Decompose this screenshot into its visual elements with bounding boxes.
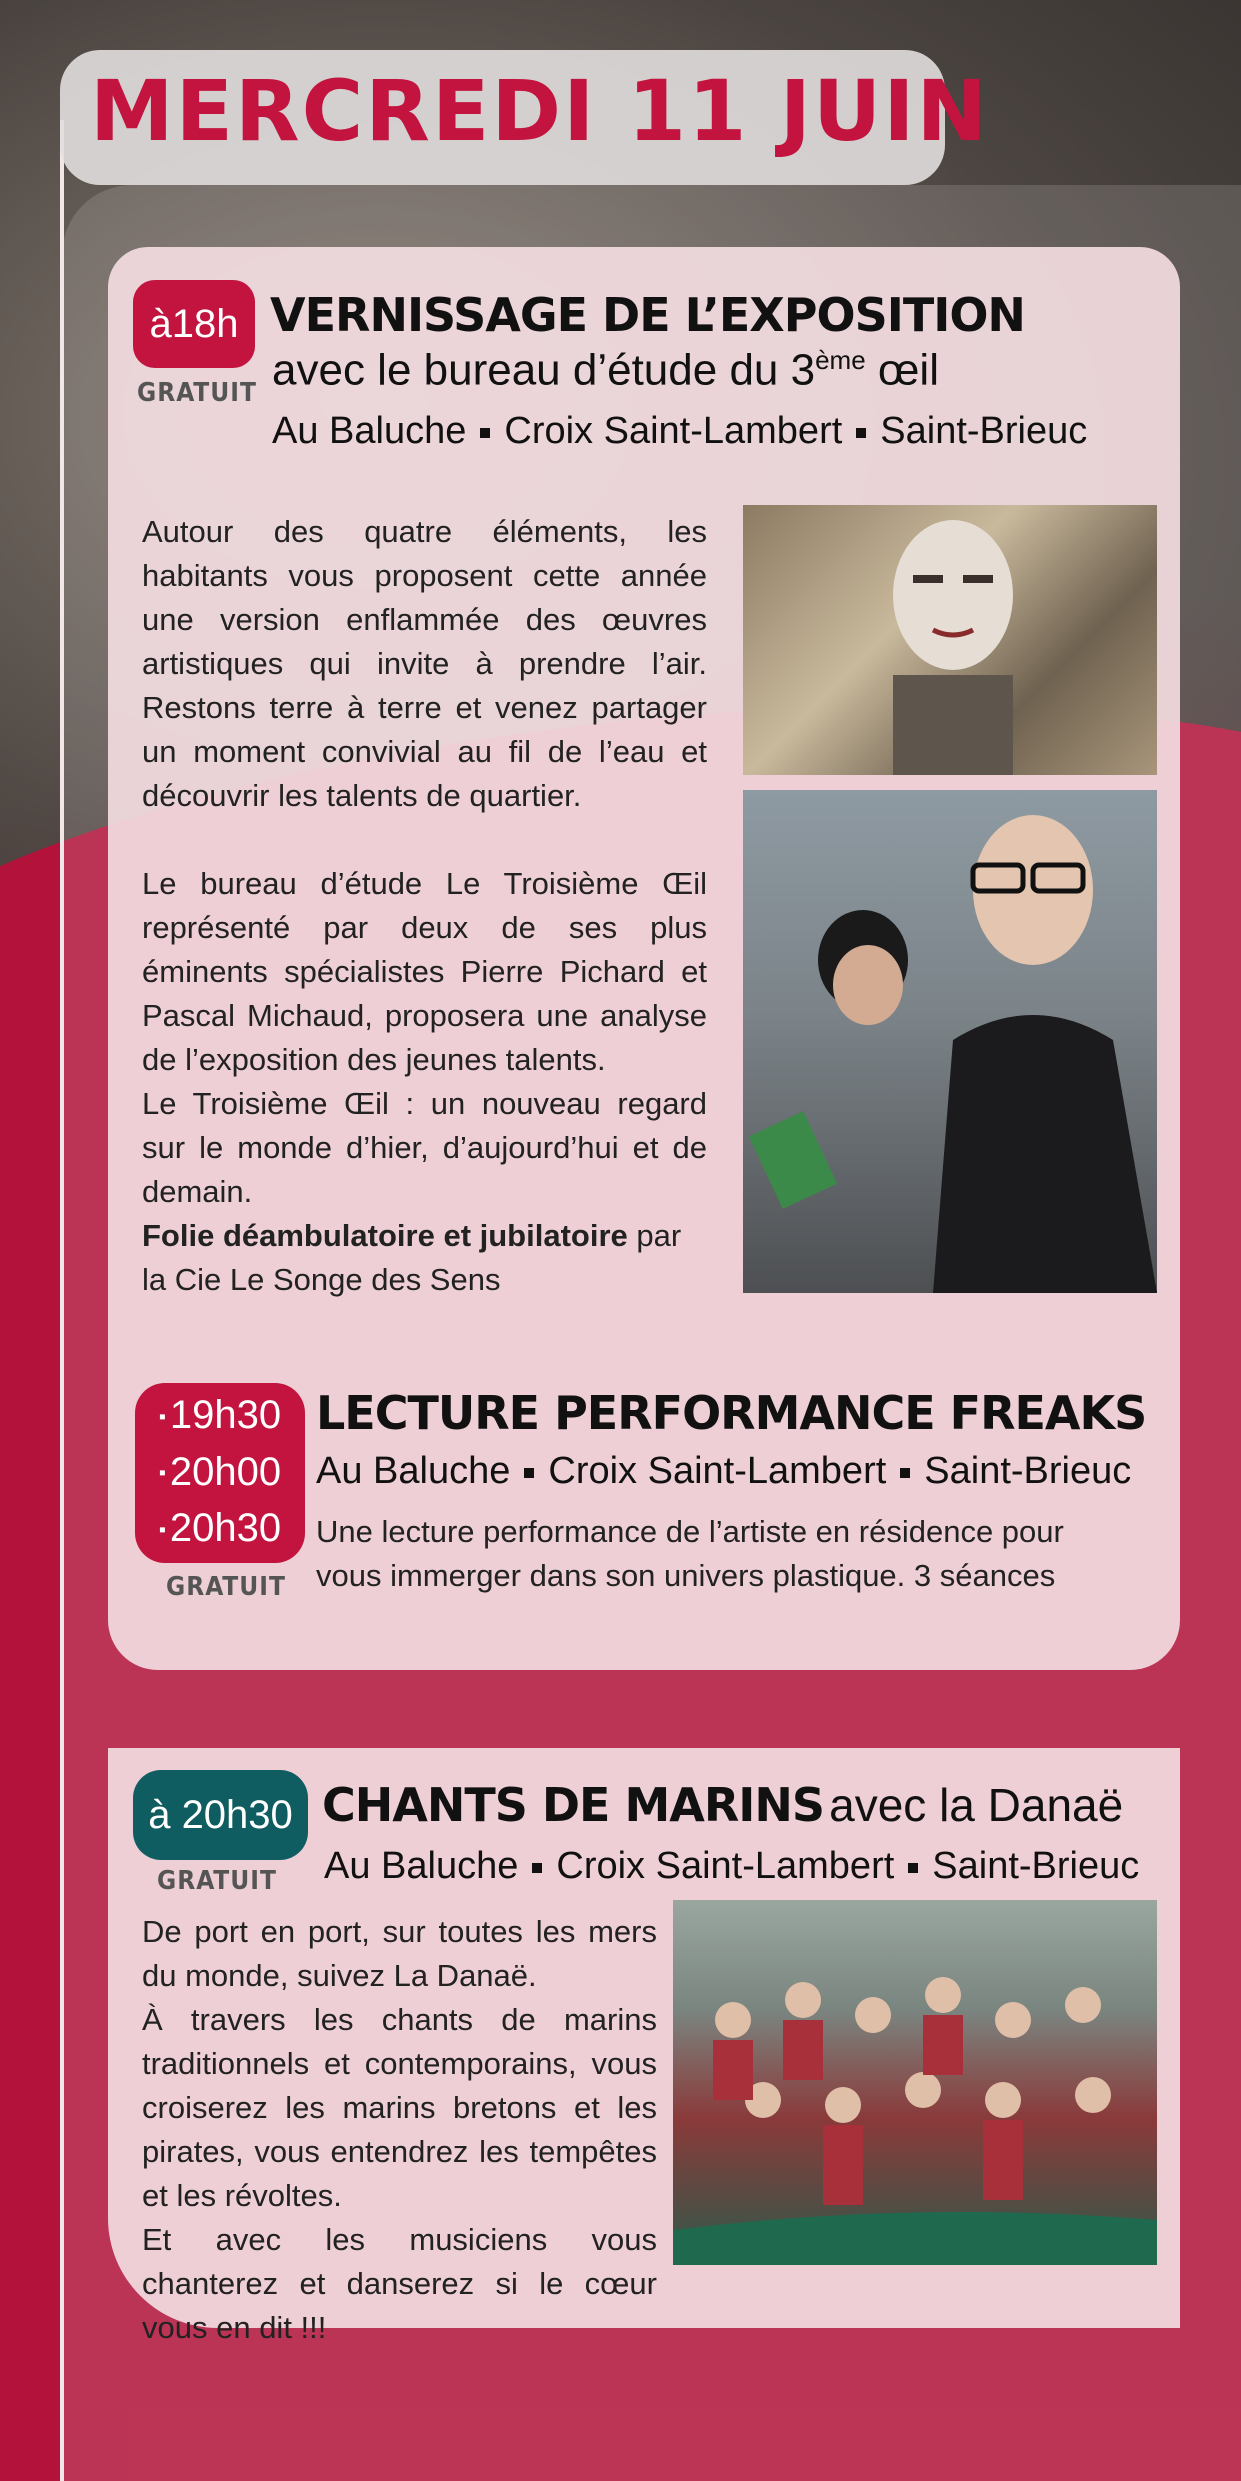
time-badge: à 20h30 (133, 1770, 308, 1860)
choir-illustration (673, 1900, 1157, 2265)
paragraph: Et avec les musiciens vous chanterez et danserez si le cœur vous en dit !!! (142, 2222, 657, 2345)
event-title-suffix: avec la Danaë (829, 1779, 1124, 1831)
location-part: Saint-Brieuc (924, 1450, 1132, 1492)
event-location (316, 1450, 1131, 1493)
event-description (142, 510, 707, 1302)
location-part: Saint-Brieuc (880, 410, 1088, 452)
event-title: VERNISSAGE DE L’EXPOSITION (270, 288, 1025, 342)
artwork-photo (743, 505, 1157, 775)
choir-photo (673, 1900, 1157, 2265)
paragraph-bold: Folie déambulatoire et jubilatoire (142, 1218, 628, 1253)
speakers-illustration (743, 790, 1157, 1293)
location-part: Au Baluche (324, 1845, 519, 1887)
event-subtitle-end: œil (865, 345, 939, 395)
paragraph: À travers les chants de marins traditionnels et contemporains, vous croiserez les marins bretons et les pirates, vous entendrez les tempêtes et les révoltes. (142, 2002, 657, 2213)
event-location (272, 410, 1087, 453)
time-slot: ▪ 20h30 (159, 1501, 281, 1558)
location-part: Au Baluche (272, 410, 467, 452)
price-label: GRATUIT (157, 1866, 277, 1896)
event-description (142, 1910, 657, 2350)
paragraph: Le bureau d’étude Le Troisième Œil représenté par deux de ses plus éminents spécialistes Pierre Pichard et Pascal Michaud, proposera une analyse de l’exposition des jeunes talents. (142, 866, 707, 1077)
vertical-rule (60, 120, 64, 2481)
time-slot: ▪ 19h30 (159, 1388, 281, 1445)
event-subtitle (272, 345, 939, 396)
location-part: Croix Saint-Lambert (504, 410, 843, 452)
paragraph: Autour des quatre éléments, les habitants vous proposent cette année une version enflammée des œuvres artistiques qui invite à prendre l’air. Restons terre à terre et venez partager un moment convivial au fil de l’eau et découvrir les talents de quartier. (142, 514, 707, 813)
speakers-photo (743, 790, 1157, 1293)
location-part: Au Baluche (316, 1450, 511, 1492)
page-title: MERCREDI 11 JUIN (90, 62, 989, 160)
location-part: Croix Saint-Lambert (556, 1845, 895, 1887)
paragraph: Le Troisième Œil : un nouveau regard sur le monde d’hier, d’aujourd’hui et de demain. (142, 1086, 707, 1209)
price-label: GRATUIT (137, 378, 257, 408)
time-badge: à18h (133, 280, 255, 368)
event-description: Une lecture performance de l’artiste en résidence pour vous immerger dans son univers plastique. 3 séances (316, 1514, 1064, 1593)
event-title: CHANTS DE MARINS (322, 1778, 825, 1832)
paragraph: De port en port, sur toutes les mers du monde, suivez La Danaë. (142, 1914, 657, 1993)
location-part: Croix Saint-Lambert (548, 1450, 887, 1492)
event-subtitle-text: avec le bureau d’étude du 3 (272, 345, 816, 395)
event-location (324, 1845, 1139, 1888)
location-part: Saint-Brieuc (932, 1845, 1140, 1887)
event-subtitle-sup: ème (815, 345, 866, 375)
paragraph: par la Cie Le Songe des Sens (142, 1218, 682, 1297)
event-title: LECTURE PERFORMANCE FREAKS (316, 1386, 1147, 1440)
artwork-illustration (743, 505, 1157, 775)
event-title-line (322, 1778, 1123, 1832)
price-label: GRATUIT (166, 1572, 286, 1602)
time-badge-multi (135, 1383, 305, 1563)
time-slot: ▪ 20h00 (159, 1445, 281, 1502)
